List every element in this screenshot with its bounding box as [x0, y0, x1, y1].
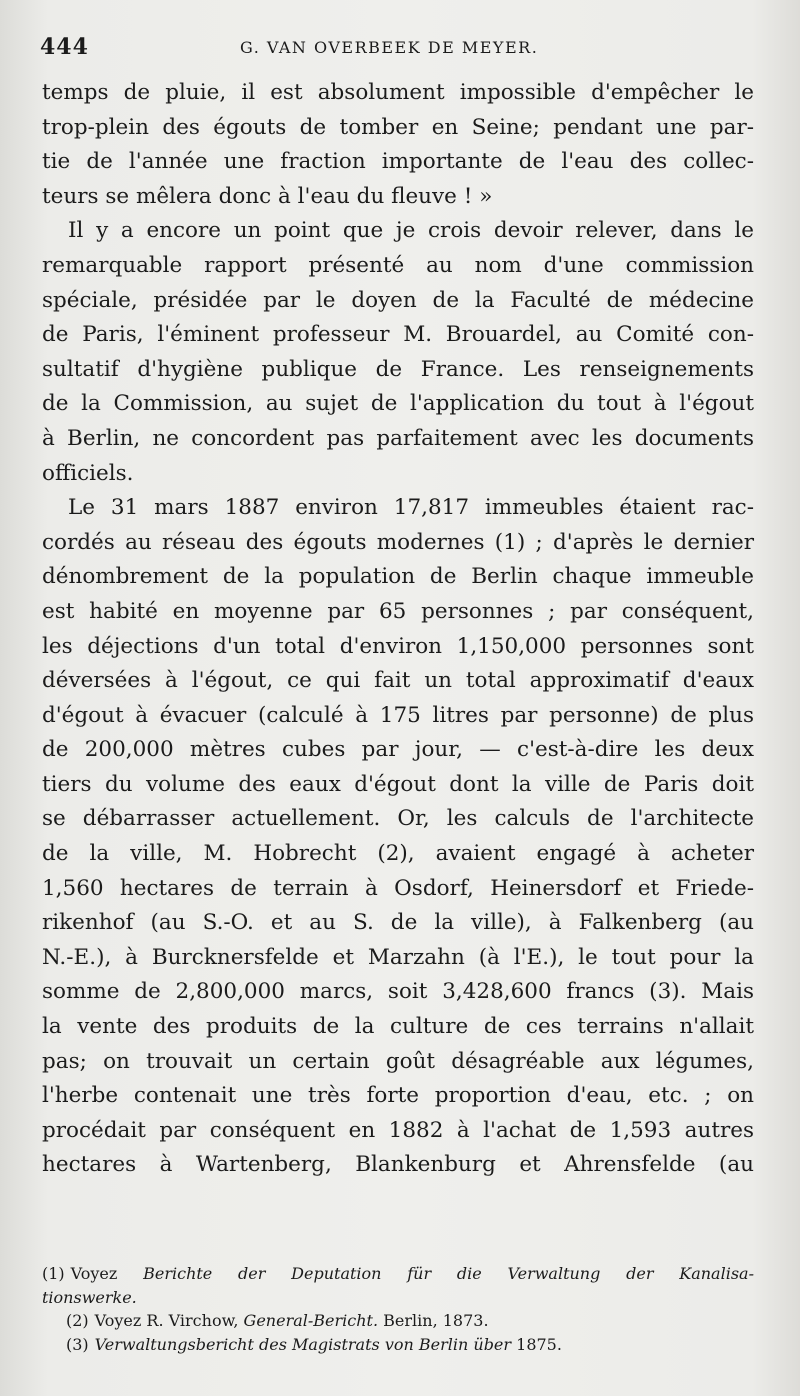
running-head: G. VAN OVERBEEK DE MEYER.: [240, 38, 539, 57]
text-line: tie de l'année une fraction importante de l'eau des collec-: [42, 149, 754, 175]
footnote-3: [42, 1333, 754, 1357]
text-line: temps de pluie, il est absolument impossible d'empêcher le: [42, 80, 754, 105]
text-line: spéciale, présidée par le doyen de la Faculté de médecine: [42, 287, 754, 313]
text-line: dénombrement de la population de Berlin chaque immeuble: [42, 564, 754, 590]
footnote-2: [42, 1309, 754, 1333]
text-line: à Berlin, ne concordent pas parfaitement avec les documents: [42, 425, 754, 451]
text-line: procédait par conséquent en 1882 à l'achat de 1,593 autres: [42, 1117, 754, 1143]
footnote-text: Voyez R. Virchow,: [94, 1311, 239, 1330]
text-line: de la Commission, au sujet de l'application du tout à l'égout: [42, 391, 754, 417]
text-line: se débarrasser actuellement. Or, les calculs de l'architecte: [42, 806, 754, 832]
footnote-number: (1): [42, 1264, 65, 1283]
text-line: remarquable rapport présenté au nom d'une commission: [42, 252, 754, 278]
text-line: teurs se mêlera donc à l'eau du fleuve ! »: [42, 183, 493, 209]
text-line: sultatif d'hygiène publique de France. Les renseignements: [42, 356, 754, 382]
page-header: [40, 34, 760, 64]
text-line: rikenhof (au S.-O. et au S. de la ville), à Falkenberg (au: [42, 910, 754, 936]
text-line: trop-plein des égouts de tomber en Seine; pendant une par-: [42, 114, 754, 140]
paragraph-start-line: Le 31 mars 1887 environ 17,817 immeubles étaient rac-: [68, 495, 754, 521]
footnote-title: tionswerke.: [42, 1287, 137, 1307]
text-line: est habité en moyenne par 65 personnes ; par conséquent,: [42, 598, 754, 624]
text-line: de 200,000 mètres cubes par jour, — c'est-à-dire les deux: [42, 737, 754, 763]
text-line: de Paris, l'éminent professeur M. Brouardel, au Comité con-: [42, 322, 754, 348]
paragraph-start-line: Il y a encore un point que je crois devoir relever, dans le: [68, 218, 754, 244]
footnote-number: (2): [66, 1311, 89, 1330]
text-line: les déjections d'un total d'environ 1,150,000 personnes sont: [42, 633, 754, 659]
text-line: la vente des produits de la culture de ces terrains n'allait: [42, 1014, 754, 1040]
text-line: tiers du volume des eaux d'égout dont la ville de Paris doit: [42, 771, 754, 797]
footnote-title: Berichte der Deputation für die Verwaltung der Kanalisa-: [143, 1264, 754, 1283]
text-line: l'herbe contenait une très forte proportion d'eau, etc. ; on: [42, 1083, 754, 1109]
text-line: officiels.: [42, 460, 134, 486]
footnote-text: 1875.: [516, 1334, 562, 1354]
text-line: cordés au réseau des égouts modernes (1) ; d'après le dernier: [42, 529, 754, 555]
footnote-text: Voyez: [70, 1264, 118, 1283]
text-line: N.-E.), à Burcknersfelde et Marzahn (à l'E.), le tout pour la: [42, 944, 754, 970]
footnote-number: (3): [66, 1334, 89, 1354]
text-line: 1,560 hectares de terrain à Osdorf, Heinersdorf et Friede-: [42, 875, 754, 901]
footnote-1: [42, 1262, 754, 1286]
page-number: 444: [40, 34, 89, 60]
footnote-title: Verwaltungsbericht des Magistrats von Berlin über: [94, 1334, 512, 1354]
text-line: de la ville, M. Hobrecht (2), avaient engagé à acheter: [42, 841, 754, 867]
body-text: [42, 76, 754, 1183]
text-line: pas; on trouvait un certain goût désagréable aux légumes,: [42, 1048, 754, 1074]
text-line: hectares à Wartenberg, Blankenburg et Ahrensfelde (au: [42, 1152, 754, 1178]
footnote-title: General-Bericht.: [243, 1311, 379, 1330]
footnotes: [42, 1262, 754, 1356]
footnote-1-continued: [42, 1286, 754, 1310]
text-line: déversées à l'égout, ce qui fait un total approximatif d'eaux: [42, 668, 754, 694]
text-line: d'égout à évacuer (calculé à 175 litres par personne) de plus: [42, 702, 754, 728]
footnote-text: Berlin, 1873.: [383, 1311, 489, 1330]
text-line: somme de 2,800,000 marcs, soit 3,428,600 francs (3). Mais: [42, 979, 754, 1005]
